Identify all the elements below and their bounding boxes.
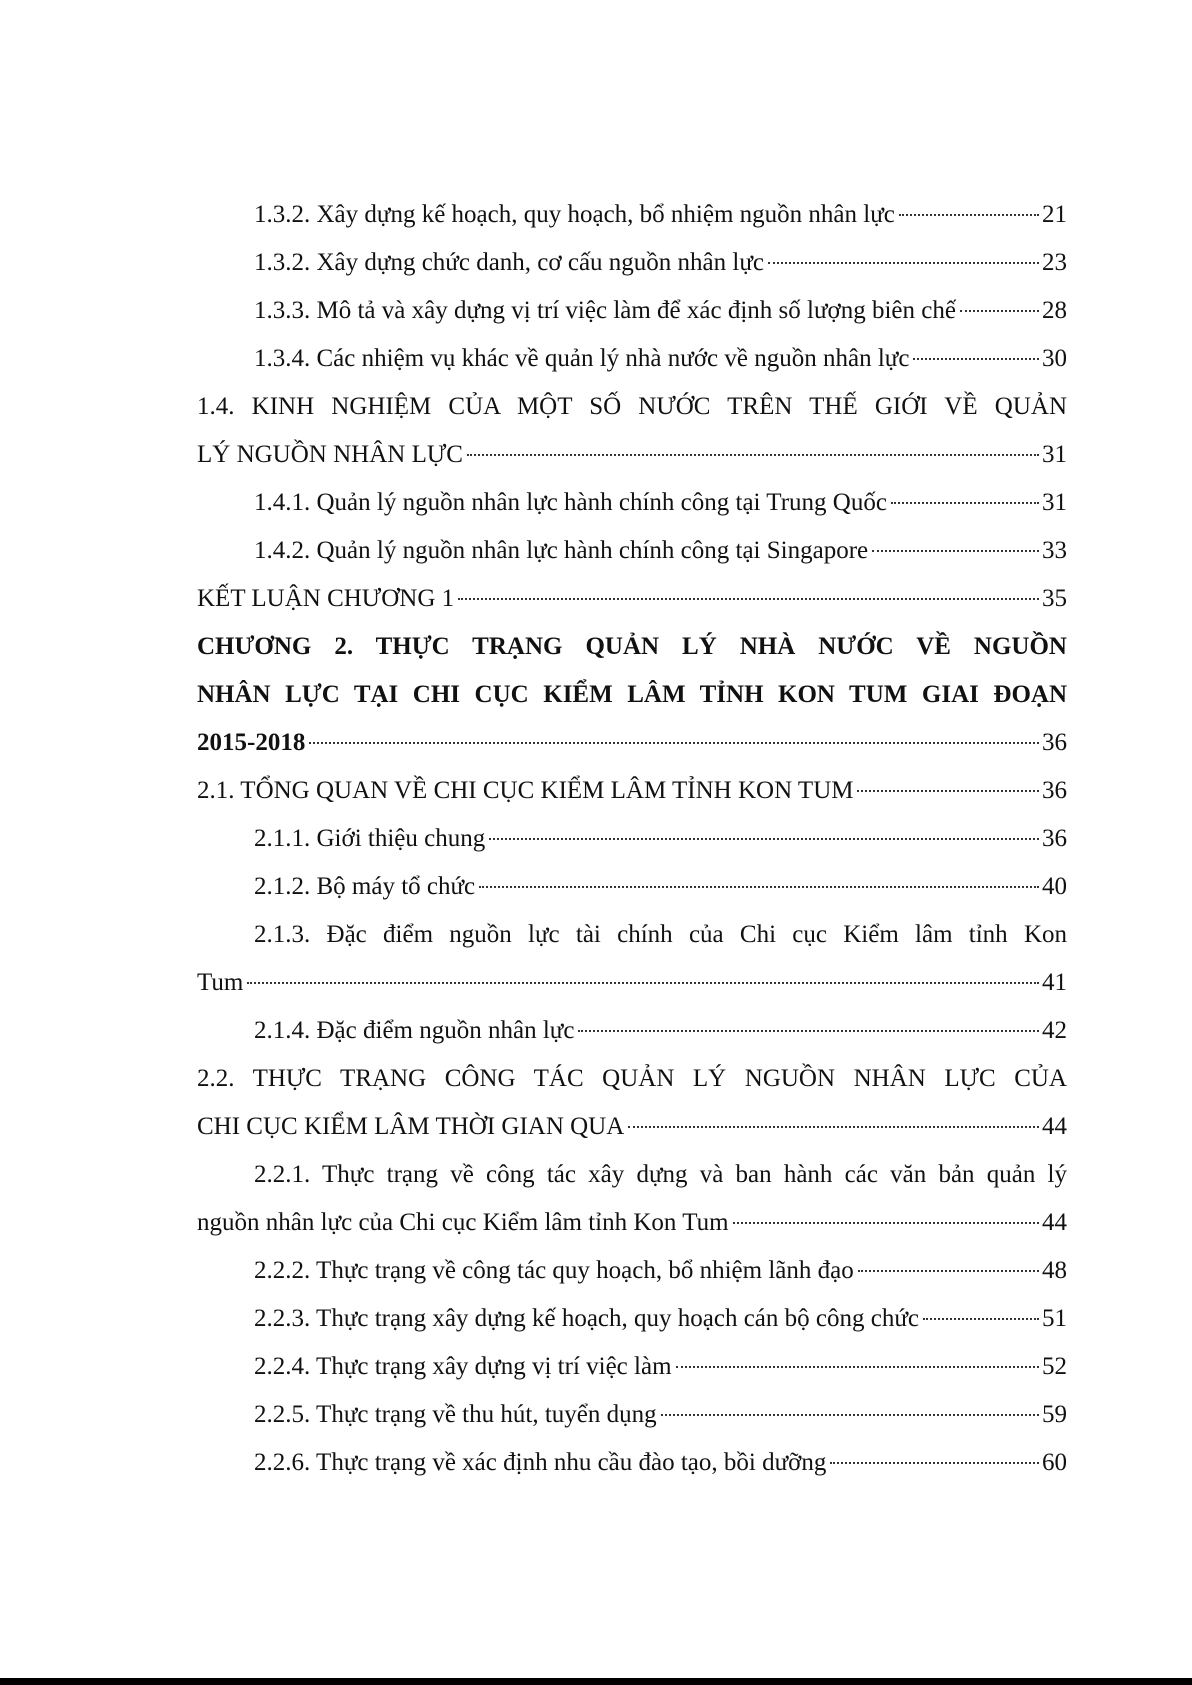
toc-entry-2-2-5[interactable] bbox=[197, 1391, 1067, 1439]
toc-title: 1.4.2. Quản lý nguồn nhân lực hành chính công tại Singapore bbox=[254, 537, 869, 564]
toc-title: 2.2.2. Thực trạng về công tác quy hoạch, bổ nhiệm lãnh đạo bbox=[254, 1257, 854, 1284]
dot-leader bbox=[857, 789, 1039, 792]
toc-entry-1-3-3[interactable] bbox=[197, 287, 1067, 335]
dot-leader bbox=[628, 1125, 1039, 1128]
toc-entry-1-4[interactable] bbox=[197, 431, 1067, 479]
dot-leader bbox=[578, 1029, 1039, 1032]
toc-entry-1-4-1[interactable] bbox=[197, 479, 1067, 527]
toc-page-number: 59 bbox=[1042, 1401, 1067, 1428]
toc-entry-1-4-2[interactable] bbox=[197, 527, 1067, 575]
toc-title: 2.1.4. Đặc điểm nguồn nhân lực bbox=[254, 1017, 575, 1044]
dot-leader bbox=[768, 261, 1039, 264]
toc-page-number: 60 bbox=[1042, 1449, 1067, 1476]
dot-leader bbox=[858, 1269, 1039, 1272]
toc-entry-1-4-line1[interactable]: 1.4. KINH NGHIỆM CỦA MỘT SỐ NƯỚC TRÊN THẾ GIỚI VỀ QUẢN bbox=[197, 393, 1067, 420]
toc-page-number: 21 bbox=[1042, 201, 1067, 228]
dot-leader bbox=[479, 885, 1039, 888]
toc-title: 1.3.2. Xây dựng kế hoạch, quy hoạch, bổ nhiệm nguồn nhân lực bbox=[254, 201, 895, 228]
toc-entry-1-3-2-title[interactable] bbox=[197, 239, 1067, 287]
toc-entry-chapter-2-line2[interactable]: NHÂN LỰC TẠI CHI CỤC KIỂM LÂM TỈNH KON TUM GIAI ĐOẠN bbox=[197, 681, 1067, 708]
toc-entry-2-1-3-line1[interactable]: 2.1.3. Đặc điểm nguồn lực tài chính của Chi cục Kiểm lâm tỉnh Kon bbox=[254, 921, 1067, 948]
toc-entry-2-2-4[interactable] bbox=[197, 1343, 1067, 1391]
dot-leader bbox=[733, 1221, 1039, 1224]
toc-entry-2-2-6[interactable] bbox=[197, 1439, 1067, 1487]
toc-page-number: 31 bbox=[1042, 489, 1067, 516]
dot-leader bbox=[913, 357, 1039, 360]
toc-title: 2.2.4. Thực trạng xây dựng vị trí việc làm bbox=[254, 1353, 672, 1380]
toc-title: 2.1.2. Bộ máy tổ chức bbox=[254, 873, 476, 900]
dot-leader bbox=[872, 549, 1039, 552]
toc-page-number: 35 bbox=[1042, 585, 1067, 612]
toc-entry-2-2[interactable] bbox=[197, 1103, 1067, 1151]
toc-page-number: 48 bbox=[1042, 1257, 1067, 1284]
toc-title: 2.2.6. Thực trạng về xác định nhu cầu đào tạo, bồi dưỡng bbox=[254, 1449, 827, 1476]
toc-title: nguồn nhân lực của Chi cục Kiểm lâm tỉnh Kon Tum bbox=[197, 1209, 729, 1236]
toc-entry-conclusion-ch1[interactable] bbox=[197, 575, 1067, 623]
dot-leader bbox=[309, 741, 1039, 744]
toc-entry-chapter-2-line1[interactable]: CHƯƠNG 2. THỰC TRẠNG QUẢN LÝ NHÀ NƯỚC VỀ NGUỒN bbox=[197, 633, 1067, 660]
toc-page-number: 31 bbox=[1042, 441, 1067, 468]
toc-page-number: 41 bbox=[1042, 969, 1067, 996]
dot-leader bbox=[661, 1413, 1039, 1416]
dot-leader bbox=[467, 453, 1039, 456]
toc-entry-2-2-2[interactable] bbox=[197, 1247, 1067, 1295]
toc-entry-2-1-4[interactable] bbox=[197, 1007, 1067, 1055]
toc-title: 2.1. TỔNG QUAN VỀ CHI CỤC KIỂM LÂM TỈNH KON TUM bbox=[197, 777, 854, 804]
toc-title: 2.2.3. Thực trạng xây dựng kế hoạch, quy hoạch cán bộ công chức bbox=[254, 1305, 919, 1332]
toc-entry-2-1-3[interactable] bbox=[197, 959, 1067, 1007]
toc-page-number: 51 bbox=[1042, 1305, 1067, 1332]
toc-page-number: 36 bbox=[1042, 777, 1067, 804]
dot-leader bbox=[891, 501, 1039, 504]
dot-leader bbox=[960, 309, 1039, 312]
toc-entry-2-2-1-line1[interactable]: 2.2.1. Thực trạng về công tác xây dựng và ban hành các văn bản quản lý bbox=[254, 1161, 1067, 1188]
toc-title: 2015-2018 bbox=[197, 729, 306, 756]
toc-title: CHI CỤC KIỂM LÂM THỜI GIAN QUA bbox=[197, 1113, 625, 1140]
toc-page-number: 44 bbox=[1042, 1113, 1067, 1140]
toc-entry-2-2-3[interactable] bbox=[197, 1295, 1067, 1343]
toc-title: Tum bbox=[197, 969, 244, 996]
toc-page-number: 40 bbox=[1042, 873, 1067, 900]
toc-page-number: 36 bbox=[1042, 729, 1067, 756]
dot-leader bbox=[458, 597, 1039, 600]
toc-title: 2.1.1. Giới thiệu chung bbox=[254, 825, 486, 852]
dot-leader bbox=[899, 213, 1039, 216]
toc-entry-2-2-1[interactable] bbox=[197, 1199, 1067, 1247]
toc-title: 1.3.3. Mô tả và xây dựng vị trí việc làm để xác định số lượng biên chế bbox=[254, 297, 956, 324]
dot-leader bbox=[830, 1461, 1039, 1464]
toc-entry-2-1-1[interactable] bbox=[197, 815, 1067, 863]
toc-entry-1-3-2-plan[interactable] bbox=[197, 191, 1067, 239]
dot-leader bbox=[923, 1317, 1039, 1320]
toc-title: KẾT LUẬN CHƯƠNG 1 bbox=[197, 585, 455, 612]
toc-page-number: 52 bbox=[1042, 1353, 1067, 1380]
toc-page-number: 33 bbox=[1042, 537, 1067, 564]
dot-leader bbox=[676, 1365, 1039, 1368]
toc-entry-2-1-2[interactable] bbox=[197, 863, 1067, 911]
toc-title: 1.4.1. Quản lý nguồn nhân lực hành chính công tại Trung Quốc bbox=[254, 489, 887, 516]
toc-entry-chapter-2[interactable] bbox=[197, 719, 1067, 767]
toc-page-number: 30 bbox=[1042, 345, 1067, 372]
page-bottom-border bbox=[0, 1678, 1192, 1685]
toc-entry-2-2-line1[interactable]: 2.2. THỰC TRẠNG CÔNG TÁC QUẢN LÝ NGUỒN NHÂN LỰC CỦA bbox=[197, 1065, 1067, 1092]
toc-title: 2.2.5. Thực trạng về thu hút, tuyển dụng bbox=[254, 1401, 657, 1428]
dot-leader bbox=[247, 981, 1039, 984]
toc-page-number: 28 bbox=[1042, 297, 1067, 324]
toc-page-number: 23 bbox=[1042, 249, 1067, 276]
toc-page-number: 36 bbox=[1042, 825, 1067, 852]
toc-page-number: 44 bbox=[1042, 1209, 1067, 1236]
dot-leader bbox=[489, 837, 1039, 840]
toc-title: 1.3.4. Các nhiệm vụ khác về quản lý nhà nước về nguồn nhân lực bbox=[254, 345, 910, 372]
table-of-contents bbox=[197, 191, 1067, 1487]
toc-title: 1.3.2. Xây dựng chức danh, cơ cấu nguồn nhân lực bbox=[254, 249, 764, 276]
toc-page-number: 42 bbox=[1042, 1017, 1067, 1044]
toc-entry-2-1[interactable] bbox=[197, 767, 1067, 815]
toc-entry-1-3-4[interactable] bbox=[197, 335, 1067, 383]
toc-title: LÝ NGUỒN NHÂN LỰC bbox=[197, 441, 463, 468]
